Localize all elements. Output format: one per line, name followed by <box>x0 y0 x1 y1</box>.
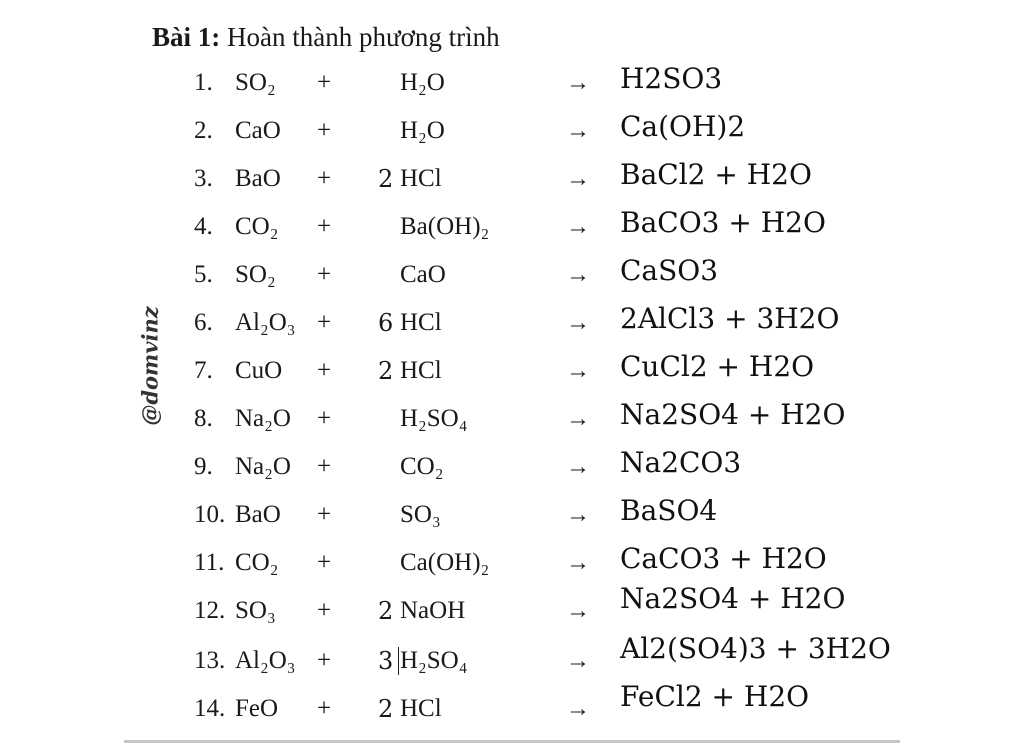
reactant-1: CaO <box>235 117 281 144</box>
arrow-sign: → <box>566 598 590 624</box>
equation-row <box>0 159 1024 199</box>
handwritten-product: CaCO3 + H2O <box>620 542 827 575</box>
reactant-1: SO₂ <box>235 261 276 288</box>
handwritten-coefficient: 2 <box>378 695 394 723</box>
handwritten-product: FeCl2 + H2O <box>620 680 810 713</box>
arrow-sign: → <box>566 214 590 240</box>
equation-row <box>0 680 1024 729</box>
plus-sign: + <box>317 309 332 336</box>
equation-number: 8. <box>194 405 213 432</box>
handwritten-product: CuCl2 + H2O <box>620 350 815 383</box>
arrow-sign: → <box>566 454 590 480</box>
reactant-2: SO₃ <box>400 501 441 528</box>
equation-row <box>0 207 1024 247</box>
reactant-1: FeO <box>235 695 279 722</box>
page-bottom-divider <box>124 740 900 743</box>
text-cursor <box>398 647 399 675</box>
equation-row <box>0 543 1024 583</box>
arrow-sign: → <box>566 648 590 674</box>
reactant-2: H₂O <box>400 117 445 144</box>
equation-row <box>0 399 1024 439</box>
equation-row <box>0 303 1024 343</box>
reactant-1: BaO <box>235 165 281 192</box>
arrow-sign: → <box>566 696 590 722</box>
title-text: Hoàn thành phương trình <box>220 22 500 52</box>
arrow-sign: → <box>566 358 590 384</box>
handwritten-product: Ca(OH)2 <box>620 110 746 143</box>
handwritten-coefficient: 2 <box>378 165 394 193</box>
handwritten-coefficient: 2 <box>378 357 394 385</box>
equation-row <box>0 447 1024 487</box>
reactant-1: CO₂ <box>235 549 279 576</box>
equation-number: 10. <box>194 501 226 528</box>
plus-sign: + <box>317 597 332 624</box>
equation-number: 5. <box>194 261 213 288</box>
reactant-2: Ba(OH)₂ <box>400 213 490 240</box>
equation-number: 1. <box>194 69 213 96</box>
equation-number: 6. <box>194 309 213 336</box>
equation-row <box>0 632 1024 681</box>
reactant-1: CuO <box>235 357 283 384</box>
equation-row <box>0 255 1024 295</box>
equation-row <box>0 63 1024 103</box>
plus-sign: + <box>317 695 332 722</box>
plus-sign: + <box>317 647 332 674</box>
equation-number: 9. <box>194 453 213 480</box>
handwritten-product: Na2SO4 + H2O <box>620 582 846 615</box>
handwritten-product: Na2SO4 + H2O <box>620 398 846 431</box>
arrow-sign: → <box>566 70 590 96</box>
reactant-1: SO₂ <box>235 69 276 96</box>
plus-sign: + <box>317 501 332 528</box>
equation-number: 11. <box>194 549 225 576</box>
plus-sign: + <box>317 357 332 384</box>
reactant-1: SO₃ <box>235 597 276 624</box>
handwritten-product: Al2(SO4)3 + 3H2O <box>620 632 891 665</box>
arrow-sign: → <box>566 118 590 144</box>
reactant-1: BaO <box>235 501 281 528</box>
reactant-1: Al₂O₃ <box>235 647 296 674</box>
plus-sign: + <box>317 453 332 480</box>
reactant-2: CaO <box>400 261 446 288</box>
reactant-2: H₂SO₄ <box>400 647 468 674</box>
arrow-sign: → <box>566 166 590 192</box>
handwritten-product: BaSO4 <box>620 494 718 527</box>
equation-number: 13. <box>194 647 226 674</box>
equation-number: 2. <box>194 117 213 144</box>
equation-row <box>0 582 1024 631</box>
reactant-2: NaOH <box>400 597 466 624</box>
plus-sign: + <box>317 213 332 240</box>
plus-sign: + <box>317 261 332 288</box>
watermark: @domvinz <box>137 306 163 426</box>
equation-row <box>0 351 1024 391</box>
handwritten-product: CaSO3 <box>620 254 719 287</box>
handwritten-coefficient: 6 <box>378 309 394 337</box>
equation-number: 14. <box>194 695 226 722</box>
reactant-2: HCl <box>400 309 442 336</box>
equation-row <box>0 111 1024 151</box>
handwritten-product: BaCO3 + H2O <box>620 206 826 239</box>
reactant-2: CO₂ <box>400 453 444 480</box>
title-label: Bài 1: <box>152 22 221 52</box>
plus-sign: + <box>317 549 332 576</box>
reactant-2: H₂SO₄ <box>400 405 468 432</box>
plus-sign: + <box>317 405 332 432</box>
equation-number: 12. <box>194 597 226 624</box>
handwritten-product: Na2CO3 <box>620 446 742 479</box>
reactant-1: Na₂O <box>235 405 291 432</box>
equation-number: 3. <box>194 165 213 192</box>
reactant-2: Ca(OH)₂ <box>400 549 490 576</box>
handwritten-coefficient: 3 <box>378 647 394 675</box>
arrow-sign: → <box>566 310 590 336</box>
plus-sign: + <box>317 165 332 192</box>
plus-sign: + <box>317 117 332 144</box>
plus-sign: + <box>317 69 332 96</box>
arrow-sign: → <box>566 502 590 528</box>
reactant-1: Na₂O <box>235 453 291 480</box>
arrow-sign: → <box>566 262 590 288</box>
equation-number: 7. <box>194 357 213 384</box>
reactant-2: HCl <box>400 357 442 384</box>
arrow-sign: → <box>566 550 590 576</box>
handwritten-coefficient: 2 <box>378 597 394 625</box>
reactant-2: HCl <box>400 165 442 192</box>
equation-row <box>0 495 1024 535</box>
handwritten-product: BaCl2 + H2O <box>620 158 812 191</box>
handwritten-product: H2SO3 <box>620 62 723 95</box>
reactant-2: HCl <box>400 695 442 722</box>
equation-number: 4. <box>194 213 213 240</box>
arrow-sign: → <box>566 406 590 432</box>
reactant-1: Al₂O₃ <box>235 309 296 336</box>
reactant-2: H₂O <box>400 69 445 96</box>
handwritten-product: 2AlCl3 + 3H2O <box>620 302 840 335</box>
reactant-1: CO₂ <box>235 213 279 240</box>
